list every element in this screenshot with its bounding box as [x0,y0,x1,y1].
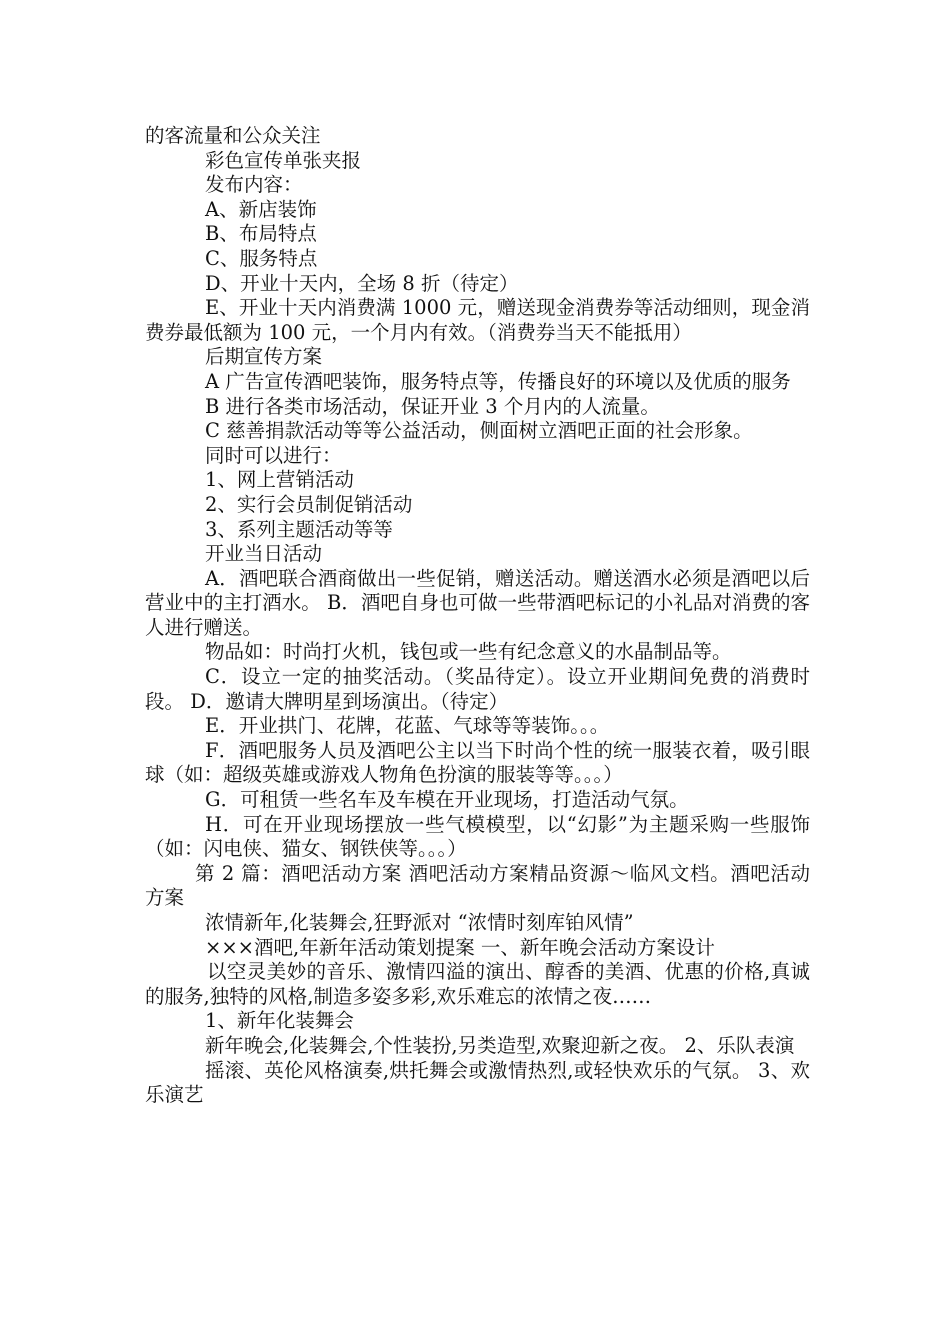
list-item: A、新店装饰 [205,197,317,221]
list-item: C．设立一定的抽奖活动。（奖品待定）。设立开业期间免费的消费时段。 D．邀请大牌明星到场演出。（待定） [145,665,810,713]
list-item: F．酒吧服务人员及酒吧公主以当下时尚个性的统一服装衣着，吸引眼球（如：超级英雄或游戏人物角色扮演的服装等等。。。） [145,738,810,787]
paragraph: 发布内容： [205,173,303,197]
paragraph: 摇滚、英伦风格演奏,烘托舞会或激情热烈,或轻快欢乐的气氛。 3、欢乐演艺 [145,1058,810,1107]
list-item: 3、系列主题活动等等 [205,517,393,541]
list-item: E．开业拱门、花牌，花蓝、气球等等装饰。。。 [205,714,610,738]
list-item: G．可租赁一些名车及车模在开业现场，打造活动气氛。 [205,788,689,812]
paragraph: 同时可以进行： [205,443,342,467]
paragraph: 新年晚会,化装舞会,个性装扮,另类造型,欢聚迎新之夜。 2、乐队表演 [205,1033,795,1057]
list-item: 1、网上营销活动 [205,468,354,492]
paragraph: 彩色宣传单张夹报 [205,148,362,172]
list-item: A 广告宣传酒吧装饰，服务特点等，传播良好的环境以及优质的服务 [205,369,791,393]
section-title: 第 2 篇：酒吧活动方案 酒吧活动方案精品资源～临风文档。酒吧活动方案 [145,861,810,910]
paragraph: 物品如：时尚打火机，钱包或一些有纪念意义的水晶制品等。 [205,640,732,664]
list-item: 2、实行会员制促销活动 [205,492,413,516]
list-item: C 慈善捐款活动等等公益活动，侧面树立酒吧正面的社会形象。 [205,419,753,443]
list-item: E、开业十天内消费满 1000 元，赠送现金消费券等活动细则，现金消费券最低额为 100 元，一个月内有效。（消费券当天不能抵用） [145,296,810,344]
list-item: B 进行各类市场活动，保证开业 3 个月内的人流量。 [205,394,660,418]
section-heading: 后期宣传方案 [205,345,323,369]
paragraph: 浓情新年,化装舞会,狂野派对 “浓情时刻库铂风情” [205,911,634,934]
section-heading: 开业当日活动 [205,542,323,566]
list-item: C、服务特点 [205,246,318,270]
paragraph: 的客流量和公众关注 [145,124,321,147]
list-item: A．酒吧联合酒商做出一些促销，赠送活动。赠送酒水必须是酒吧以后营业中的主打酒水。 B．酒吧自身也可做一些带酒吧标记的小礼品对消费的客人进行赠送。 [145,566,810,639]
list-item: H．可在开业现场摆放一些气模模型，以“幻影”为主题采购一些服饰（如：闪电侠、猫女、钢铁侠等。。。） [145,812,810,861]
document-body [145,124,810,1108]
list-item: B、布局特点 [205,222,317,246]
paragraph: 以空灵美妙的音乐、激情四溢的演出、醇香的美酒、优惠的价格,真诚的服务,独特的风格,制造多姿多彩,欢乐难忘的浓情之夜…… [145,960,810,1008]
list-item: D、开业十天内，全场 8 折（待定） [205,271,519,295]
list-item: 1、新年化装舞会 [205,1009,354,1033]
paragraph: ×××酒吧,年新年活动策划提案 一、新年晚会活动方案设计 [205,935,715,959]
